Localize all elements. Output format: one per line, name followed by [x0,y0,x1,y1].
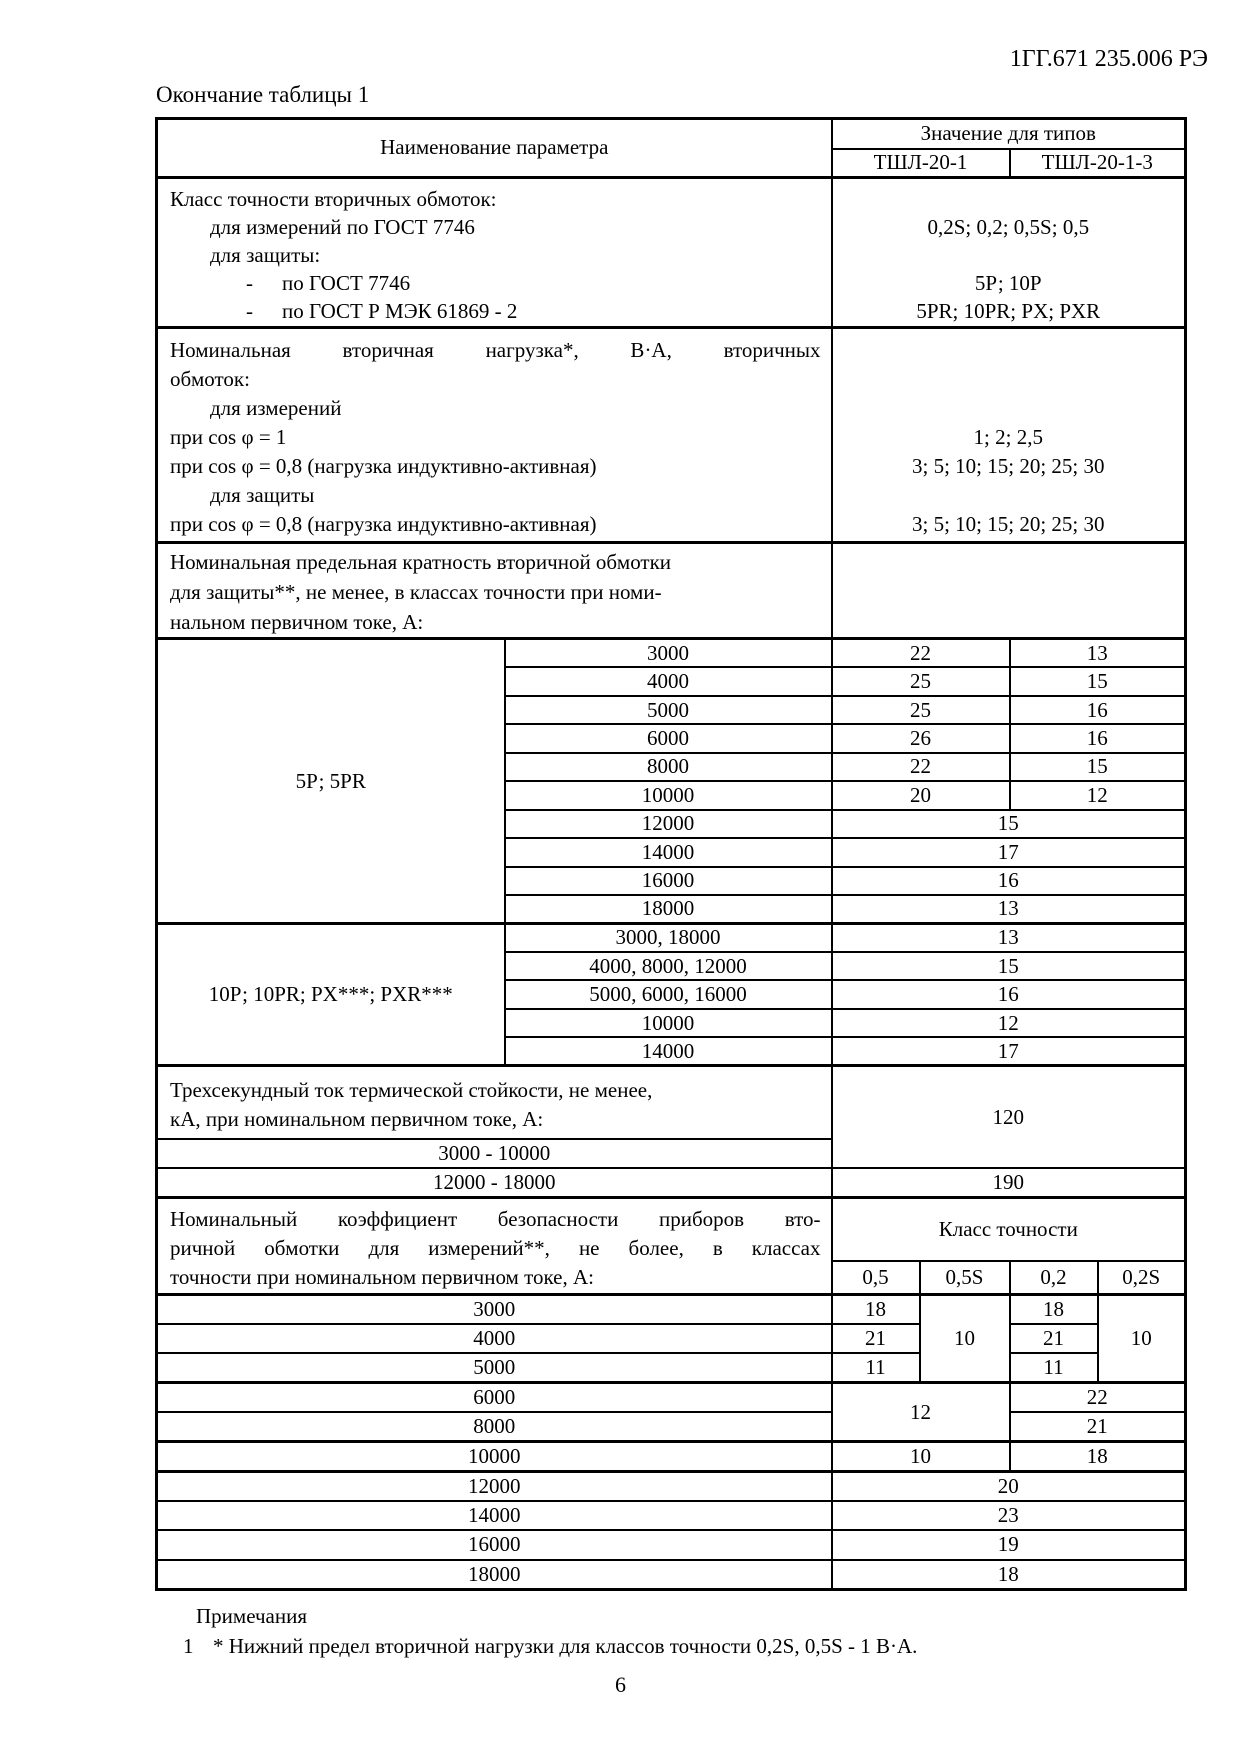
value-type1: 22 [832,639,1010,667]
current-cell: 12000 [157,1471,832,1500]
param-line: точности при номинальном первичном токе, А: [170,1265,594,1290]
header-param-name: Наименование параметра [157,119,832,178]
safety-value-merged: 21 [1010,1412,1186,1441]
safety-value: 21 [832,1324,920,1353]
safety-value: 21 [1010,1324,1098,1353]
safety-value: 11 [1010,1353,1098,1382]
param-line: для защиты**, не менее, в классах точности при номи- [170,579,662,604]
param-line: нальном первичном токе, А: [170,609,424,634]
current-cell: 5000, 6000, 16000 [505,980,832,1008]
value-type1: 25 [832,696,1010,724]
value-type1: 22 [832,753,1010,781]
safety-value-merged: 22 [1010,1383,1186,1412]
winding-class-label: 10Р; 10PR; PX***; PXR*** [157,923,505,1065]
param-line: Класс точности вторичных обмоток: [170,187,497,212]
multiple-header-empty-cell [832,542,1186,639]
param-line: для измерений [210,396,342,421]
current-cell: 18000 [505,895,832,923]
safety-value-merged: 20 [832,1471,1186,1500]
list-dash: - [246,299,253,324]
current-cell: 14000 [505,1037,832,1065]
param-value: 5PR; 10PR; PX; PXR [916,299,1101,324]
value-type2: 16 [1010,724,1186,752]
current-cell: 3000 [157,1294,832,1323]
accuracy-class-name-cell [157,177,832,327]
thermal-header-cell [157,1066,832,1139]
class-col-header: 0,5 [832,1261,920,1294]
value-type2: 12 [1010,781,1186,809]
param-line: Номинальный коэффициент безопасности приборов вто- [170,1207,821,1232]
header-value-group: Значение для типов [832,119,1186,149]
footnote [183,1634,917,1659]
value-type1: 26 [832,724,1010,752]
param-line: для измерений по ГОСТ 7746 [210,215,475,240]
current-cell: 3000, 18000 [505,923,832,951]
accuracy-class-value-cell [832,177,1186,327]
current-cell: 5000 [157,1353,832,1382]
safety-header-cell [157,1198,832,1295]
footnote-number: 1 [183,1634,194,1658]
current-cell: 14000 [157,1501,832,1530]
param-value: 0,2S; 0,2; 0,5S; 0,5 [927,215,1090,240]
notes-title: Примечания [196,1604,308,1628]
current-cell: 16000 [505,867,832,895]
param-line: кА, при номинальном первичном токе, А: [170,1107,544,1132]
param-line: при cos φ = 0,8 (нагрузка индуктивно-активная) [170,512,597,537]
winding-class-label: 5Р; 5PR [157,639,505,924]
value-merged: 17 [832,838,1186,866]
param-line: ричной обмотки для измерений**, не более, в классах [170,1236,821,1261]
current-cell: 12000 [505,810,832,838]
header-type-2: ТШЛ-20-1-3 [1010,149,1186,177]
burden-value-cell [832,328,1186,542]
param-value: 5Р; 10Р [974,271,1042,296]
current-cell: 10000 [505,781,832,809]
current-cell: 6000 [157,1383,832,1412]
value-type1: 20 [832,781,1010,809]
param-value: 3; 5; 10; 15; 20; 25; 30 [912,512,1105,537]
current-cell: 6000 [505,724,832,752]
parameters-table [155,117,1187,1591]
value-merged: 13 [832,923,1186,951]
value-merged: 16 [832,867,1186,895]
current-cell: 10000 [505,1009,832,1037]
value-merged: 16 [832,980,1186,1008]
current-cell: 8000 [505,753,832,781]
safety-value-merged: 10 [1098,1294,1186,1382]
safety-value-merged: 10 [920,1294,1010,1382]
param-line: при cos φ = 1 [170,425,287,450]
list-dash: - [246,271,253,296]
thermal-value-cell: 120 [832,1066,1186,1169]
thermal-value-cell: 190 [832,1168,1186,1197]
class-col-header: 0,5S [920,1261,1010,1294]
class-col-header: 0,2 [1010,1261,1098,1294]
param-value: 3; 5; 10; 15; 20; 25; 30 [912,454,1105,479]
current-cell: 14000 [505,838,832,866]
safety-value-merged: 19 [832,1530,1186,1559]
current-cell: 18000 [157,1560,832,1590]
current-cell: 3000 [505,639,832,667]
value-type2: 16 [1010,696,1186,724]
value-type2: 15 [1010,667,1186,695]
current-range-cell: 12000 - 18000 [157,1168,832,1197]
safety-value-merged: 18 [832,1560,1186,1590]
footnote-text: * Нижний предел вторичной нагрузки для классов точности 0,2S, 0,5S - 1 В·А. [213,1634,918,1658]
value-merged: 15 [832,810,1186,838]
value-type1: 25 [832,667,1010,695]
page-number: 6 [615,1672,626,1697]
param-line: - по ГОСТ Р МЭК 61869 - 2 [246,299,518,324]
multiple-header-cell [157,542,832,639]
safety-value-merged: 23 [832,1501,1186,1530]
safety-value: 11 [832,1353,920,1382]
header-type-1: ТШЛ-20-1 [832,149,1010,177]
value-merged: 13 [832,895,1186,923]
safety-value-merged: 10 [832,1442,1010,1471]
safety-value: 18 [1010,1294,1098,1323]
accuracy-class-group-header: Класс точности [832,1198,1186,1262]
value-type2: 15 [1010,753,1186,781]
current-range-cell: 3000 - 10000 [157,1139,832,1168]
value-merged: 12 [832,1009,1186,1037]
current-cell: 10000 [157,1442,832,1471]
value-type2: 13 [1010,639,1186,667]
param-value: 1; 2; 2,5 [973,425,1043,450]
current-cell: 4000 [505,667,832,695]
class-col-header: 0,2S [1098,1261,1186,1294]
current-cell: 8000 [157,1412,832,1441]
current-cell: 5000 [505,696,832,724]
param-line: при cos φ = 0,8 (нагрузка индуктивно-активная) [170,454,597,479]
current-cell: 16000 [157,1530,832,1559]
value-merged: 17 [832,1037,1186,1065]
param-line: Номинальная предельная кратность вторичной обмотки [170,549,672,574]
param-line: для защиты: [210,243,321,268]
value-merged: 15 [832,952,1186,980]
param-line: Номинальная вторичная нагрузка*, В·А, вторичных [170,338,821,363]
safety-value-merged: 12 [832,1383,1010,1442]
burden-name-cell [157,328,832,542]
param-line: для защиты [210,483,315,508]
table-caption: Окончание таблицы 1 [156,82,370,107]
safety-value: 18 [832,1294,920,1323]
param-line: обмоток: [170,367,250,392]
param-line: Трехсекундный ток термической стойкости, не менее, [170,1078,653,1103]
safety-value-merged: 18 [1010,1442,1186,1471]
doc-number: 1ГГ.671 235.006 РЭ [1009,46,1208,72]
current-cell: 4000 [157,1324,832,1353]
param-line: - по ГОСТ 7746 [246,271,411,296]
current-cell: 4000, 8000, 12000 [505,952,832,980]
